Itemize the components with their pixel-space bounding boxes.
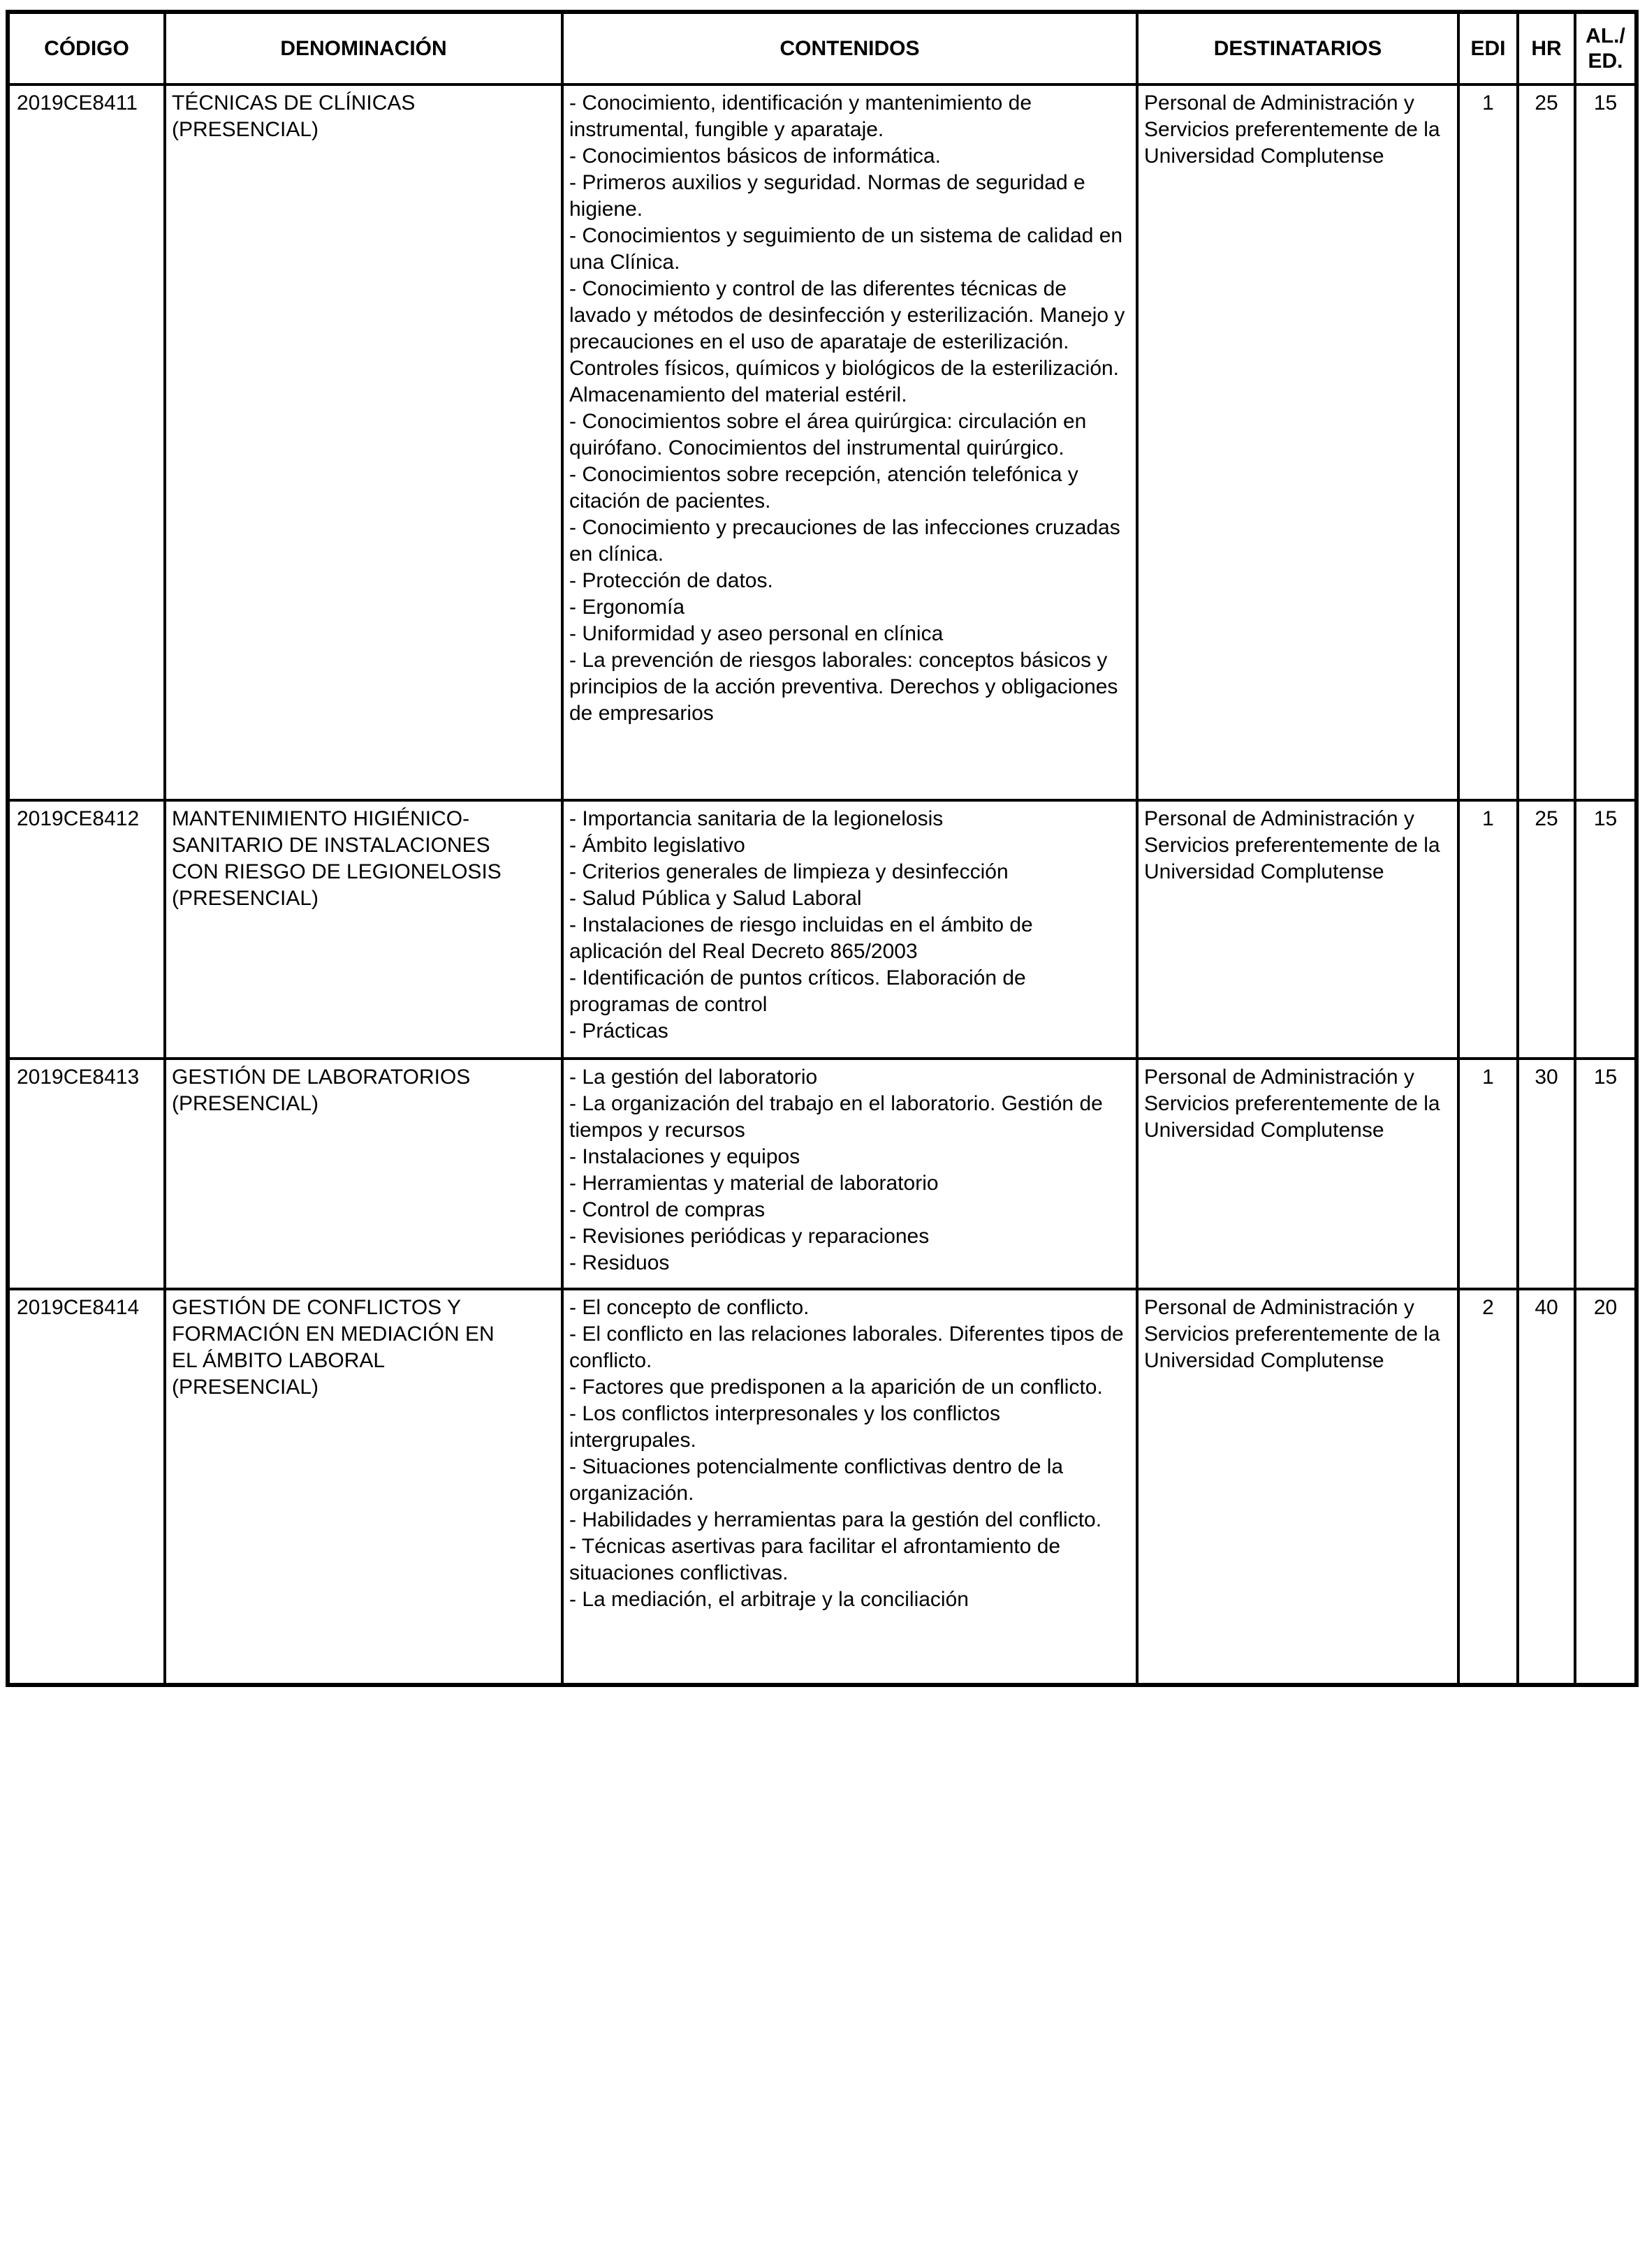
content-item: - Instalaciones y equipos: [569, 1145, 800, 1168]
header-cell-destinatarios: DESTINATARIOS: [1137, 12, 1458, 84]
header-cell-edi: EDI: [1458, 12, 1518, 84]
table-row: [8, 1289, 1637, 1685]
content-item: - Residuos: [569, 1251, 670, 1274]
content-item: - Conocimientos sobre recepción, atención telefónica y citación de pacientes.: [569, 463, 1078, 513]
content-item: - Prácticas: [569, 1019, 668, 1043]
contenidos-cell: [562, 1289, 1137, 1685]
content-item: - Ámbito legislativo: [569, 834, 745, 857]
contenidos-cell: [562, 1059, 1137, 1289]
content-item: - El concepto de conflicto.: [569, 1296, 810, 1319]
edi-cell: 2: [1458, 1289, 1518, 1685]
content-item: - Control de compras: [569, 1198, 766, 1221]
edi-cell: 1: [1458, 800, 1518, 1059]
al-ed-cell: 15: [1575, 84, 1637, 800]
destinatarios-cell: Personal de Administración y Servicios preferentemente de la Universidad Complutense: [1137, 800, 1458, 1059]
content-item: - Conocimiento y precauciones de las infecciones cruzadas en clínica.: [569, 516, 1120, 566]
content-item: - Instalaciones de riesgo incluidas en el ámbito de aplicación del Real Decreto 865/2003: [569, 913, 1033, 963]
hr-cell: 30: [1518, 1059, 1575, 1289]
content-item: - Conocimiento y control de las diferentes técnicas de lavado y métodos de desinfección y esterilización. Manejo y precauciones en el uso de aparataje de esterilización. Controles físicos, químicos y biológicos de la esterilización. Almacenamiento del material estéril.: [569, 277, 1125, 406]
header-cell-contenidos: CONTENIDOS: [562, 12, 1137, 84]
content-item: - Criterios generales de limpieza y desinfección: [569, 860, 1009, 883]
content-item: - Identificación de puntos críticos. Elaboración de programas de control: [569, 966, 1026, 1016]
codigo-cell: 2019CE8412: [8, 800, 165, 1059]
content-item: - Herramientas y material de laboratorio: [569, 1172, 939, 1195]
hr-cell: 25: [1518, 800, 1575, 1059]
content-item: - Habilidades y herramientas para la gestión del conflicto.: [569, 1508, 1102, 1531]
denominacion-cell: TÉCNICAS DE CLÍNICAS (PRESENCIAL): [165, 84, 562, 800]
denominacion-cell: GESTIÓN DE LABORATORIOS (PRESENCIAL): [165, 1059, 562, 1289]
content-item: - Técnicas asertivas para facilitar el afrontamiento de situaciones conflictivas.: [569, 1535, 1061, 1584]
content-item: - Protección de datos.: [569, 569, 773, 592]
table-row: [8, 84, 1637, 800]
content-item: - La mediación, el arbitraje y la conciliación: [569, 1588, 969, 1611]
content-item: - Conocimientos básicos de informática.: [569, 145, 941, 168]
hr-cell: 40: [1518, 1289, 1575, 1685]
al-ed-cell: 15: [1575, 1059, 1637, 1289]
course-catalog-table: [6, 10, 1639, 1687]
header-cell-hr: HR: [1518, 12, 1575, 84]
content-item: - La organización del trabajo en el laboratorio. Gestión de tiempos y recursos: [569, 1092, 1103, 1142]
content-item: - La prevención de riesgos laborales: conceptos básicos y principios de la acción preventiva. Derechos y obligaciones de empresarios: [569, 649, 1118, 725]
table-row: [8, 1059, 1637, 1289]
content-item: - La gestión del laboratorio: [569, 1066, 818, 1089]
content-item: - El conflicto en las relaciones laborales. Diferentes tipos de conflicto.: [569, 1323, 1124, 1372]
destinatarios-cell: Personal de Administración y Servicios preferentemente de la Universidad Complutense: [1137, 1289, 1458, 1685]
denominacion-cell: MANTENIMIENTO HIGIÉNICO-SANITARIO DE INSTALACIONES CON RIESGO DE LEGIONELOSIS (PRESENCIAL): [165, 800, 562, 1059]
header-cell-denominacion: DENOMINACIÓN: [165, 12, 562, 84]
header-cell-codigo: CÓDIGO: [8, 12, 165, 84]
content-item: - Conocimientos y seguimiento de un sistema de calidad en una Clínica.: [569, 224, 1123, 274]
header-cell-al-ed: AL./ ED.: [1575, 12, 1637, 84]
contenidos-cell: [562, 800, 1137, 1059]
content-item: - Uniformidad y aseo personal en clínica: [569, 622, 944, 645]
content-item: - Los conflictos interpresonales y los conflictos intergrupales.: [569, 1402, 1000, 1452]
content-item: - Situaciones potencialmente conflictivas dentro de la organización.: [569, 1455, 1064, 1505]
denominacion-cell: GESTIÓN DE CONFLICTOS Y FORMACIÓN EN MEDIACIÓN EN EL ÁMBITO LABORAL (PRESENCIAL): [165, 1289, 562, 1685]
edi-cell: 1: [1458, 1059, 1518, 1289]
destinatarios-cell: Personal de Administración y Servicios preferentemente de la Universidad Complutense: [1137, 1059, 1458, 1289]
content-item: - Salud Pública y Salud Laboral: [569, 887, 862, 910]
header-row: [8, 12, 1637, 84]
content-item: - Revisiones periódicas y reparaciones: [569, 1225, 930, 1248]
contenidos-cell: [562, 84, 1137, 800]
codigo-cell: 2019CE8414: [8, 1289, 165, 1685]
content-item: - Ergonomía: [569, 596, 685, 619]
content-item: - Conocimiento, identificación y mantenimiento de instrumental, fungible y aparataje.: [569, 91, 1032, 141]
al-ed-cell: 15: [1575, 800, 1637, 1059]
content-item: - Importancia sanitaria de la legionelosis: [569, 807, 944, 830]
codigo-cell: 2019CE8411: [8, 84, 165, 800]
edi-cell: 1: [1458, 84, 1518, 800]
hr-cell: 25: [1518, 84, 1575, 800]
table-row: [8, 800, 1637, 1059]
content-item: - Primeros auxilios y seguridad. Normas de seguridad e higiene.: [569, 171, 1085, 221]
codigo-cell: 2019CE8413: [8, 1059, 165, 1289]
al-ed-cell: 20: [1575, 1289, 1637, 1685]
destinatarios-cell: Personal de Administración y Servicios preferentemente de la Universidad Complutense: [1137, 84, 1458, 800]
content-item: - Conocimientos sobre el área quirúrgica: circulación en quirófano. Conocimientos del instrumental quirúrgico.: [569, 410, 1087, 459]
content-item: - Factores que predisponen a la aparición de un conflicto.: [569, 1376, 1103, 1399]
